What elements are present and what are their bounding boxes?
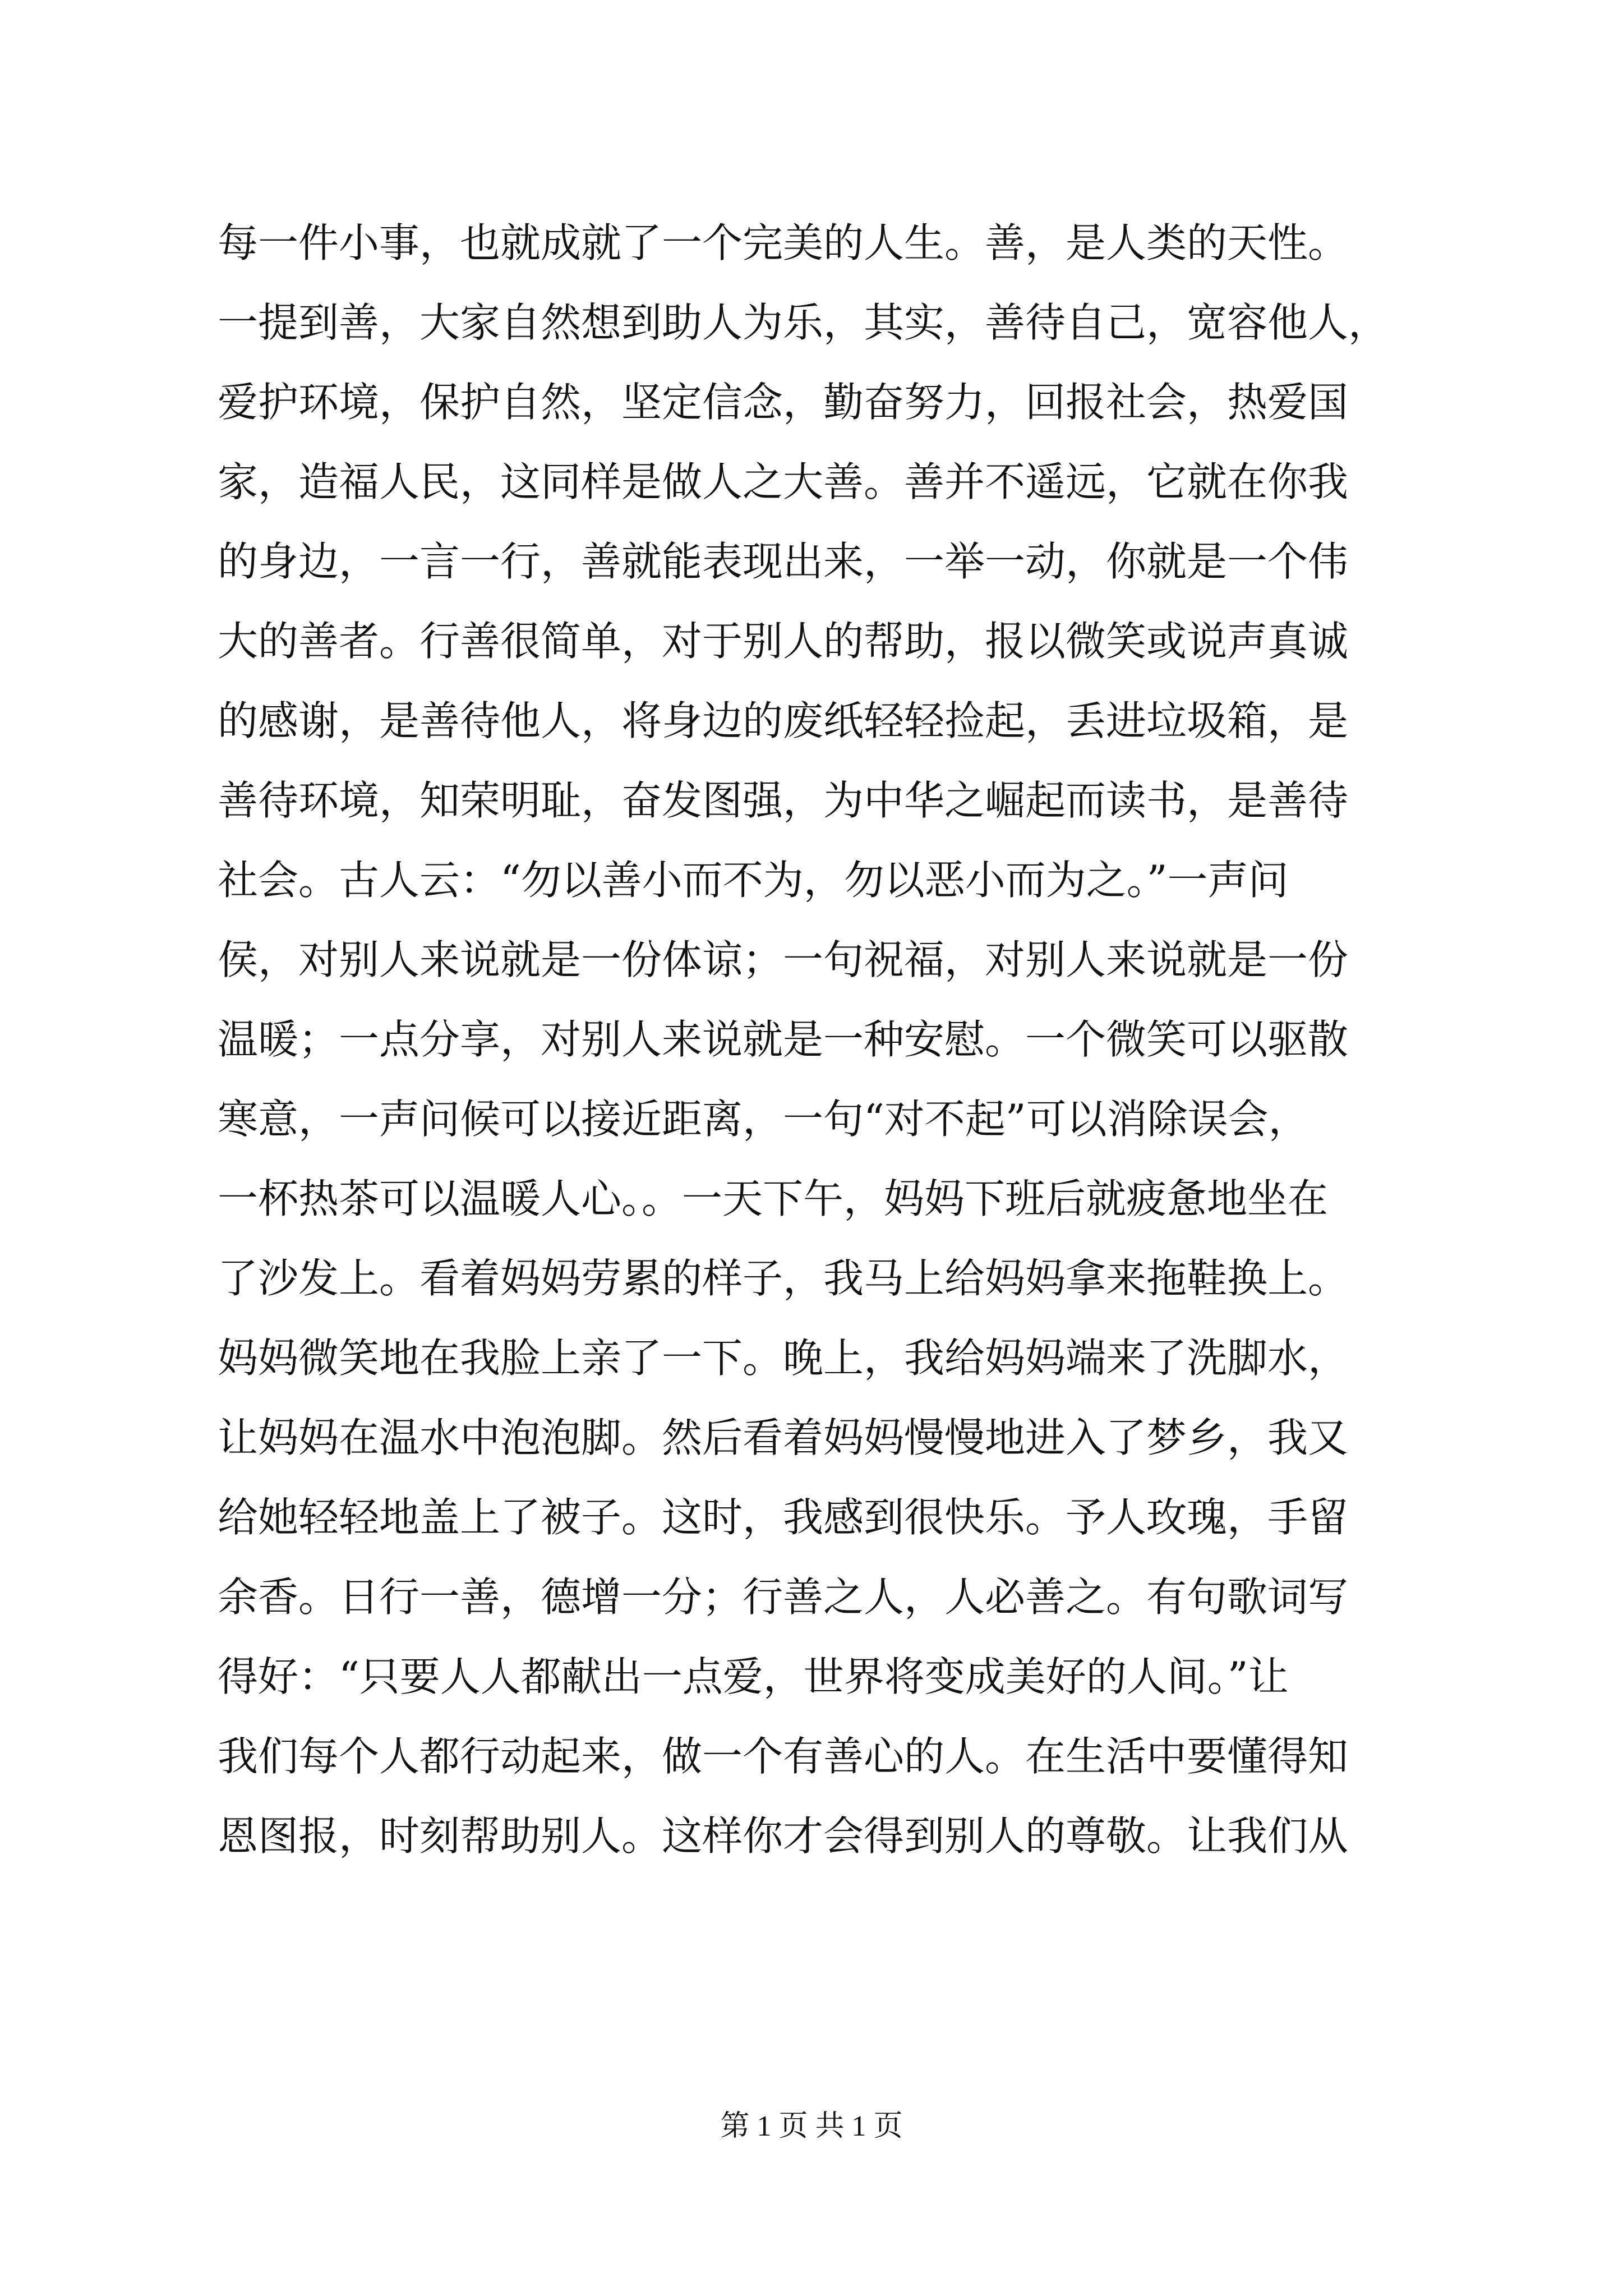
body-text	[218, 203, 1423, 1876]
body-line-2: 一提到善，大家自然想到助人为乐，其实，善待自己，宽容他人，	[218, 299, 1389, 346]
body-line-15: 妈妈微笑地在我脸上亲了一下。晚上，我给妈妈端来了洗脚水，	[218, 1335, 1349, 1382]
body-line-17: 给她轻轻地盖上了被子。这时，我感到很快乐。予人玫瑰，手留	[218, 1494, 1349, 1541]
page-number-label: 第 1 页 共 1 页	[720, 2110, 903, 2142]
body-line-16: 让妈妈在温水中泡泡脚。然后看着妈妈慢慢地进入了梦乡，我又	[218, 1414, 1349, 1461]
body-line-10: 侯，对别人来说就是一份体谅；一句祝福，对别人来说就是一份	[218, 936, 1349, 983]
body-line-14: 了沙发上。看着妈妈劳累的样子，我马上给妈妈拿来拖鞋换上。	[218, 1255, 1349, 1302]
body-line-18: 余香。日行一善，德增一分；行善之人，人必善之。有句歌词写	[218, 1573, 1349, 1621]
body-line-8: 善待环境，知荣明耻，奋发图强，为中华之崛起而读书，是善待	[218, 777, 1349, 824]
page-footer	[0, 2107, 1623, 2146]
body-line-9: 社会。古人云：“勿以善小而不为，勿以恶小而为之。”一声问	[218, 857, 1289, 904]
body-line-4: 家，造福人民，这同样是做人之大善。善并不遥远，它就在你我	[218, 458, 1349, 505]
body-line-5: 的身边，一言一行，善就能表现出来，一举一动，你就是一个伟	[218, 538, 1349, 585]
body-line-19: 得好：“只要人人都献出一点爱，世界将变成美好的人间。”让	[218, 1653, 1289, 1700]
body-line-13: 一杯热茶可以温暖人心。。一天下午，妈妈下班后就疲惫地坐在	[218, 1175, 1329, 1222]
body-line-7: 的感谢，是善待他人，将身边的废纸轻轻捡起，丢进垃圾箱，是	[218, 697, 1349, 744]
body-line-1: 每一件小事，也就成就了一个完美的人生。善，是人类的天性。	[218, 219, 1349, 266]
body-line-6: 大的善者。行善很简单，对于别人的帮助，报以微笑或说声真诚	[218, 618, 1349, 665]
body-line-21: 恩图报，时刻帮助别人。这样你才会得到别人的尊敬。让我们从	[218, 1812, 1349, 1860]
body-line-11: 温暖；一点分享，对别人来说就是一种安慰。一个微笑可以驱散	[218, 1016, 1349, 1063]
body-line-12: 寒意，一声问候可以接近距离，一句“对不起”可以消除误会，	[218, 1096, 1309, 1143]
body-line-3: 爱护环境，保护自然，坚定信念，勤奋努力，回报社会，热爱国	[218, 379, 1349, 426]
body-line-20: 我们每个人都行动起来，做一个有善心的人。在生活中要懂得知	[218, 1733, 1349, 1780]
